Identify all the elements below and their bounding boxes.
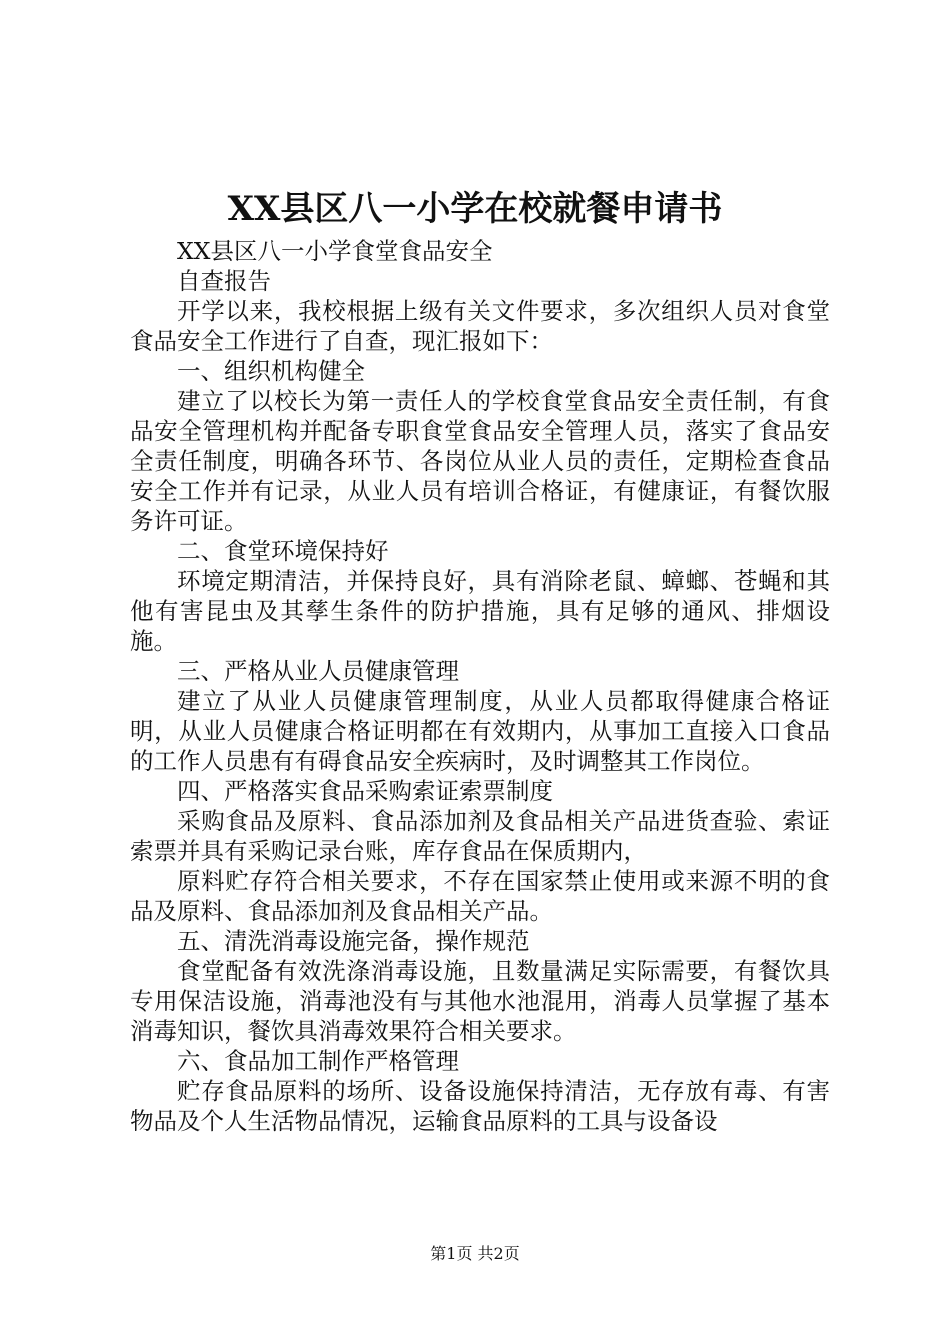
paragraph: 原料贮存符合相关要求，不存在国家禁止使用或来源不明的食品及原料、食品添加剂及食品相关产品。 — [130, 867, 830, 925]
paragraph: 采购食品及原料、食品添加剂及食品相关产品进货查验、索证索票并具有采购记录台账，库存食品在保质期内， — [130, 807, 830, 865]
section-heading: 五、清洗消毒设施完备，操作规范 — [177, 927, 530, 955]
document-body — [130, 236, 830, 1136]
paragraph: 开学以来，我校根据上级有关文件要求，多次组织人员对食堂食品安全工作进行了自查，现汇报如下： — [130, 297, 830, 355]
paragraph: 食堂配备有效洗涤消毒设施，且数量满足实际需要，有餐饮具专用保洁设施，消毒池没有与其他水池混用，消毒人员掌握了基本消毒知识，餐饮具消毒效果符合相关要求。 — [130, 957, 830, 1045]
paragraph: 贮存食品原料的场所、设备设施保持清洁，无存放有毒、有害物品及个人生活物品情况，运输食品原料的工具与设备设 — [130, 1077, 830, 1135]
section-heading: 一、组织机构健全 — [177, 357, 365, 385]
paragraph: 建立了以校长为第一责任人的学校食堂食品安全责任制，有食品安全管理机构并配备专职食堂食品安全管理人员，落实了食品安全责任制度，明确各环节、各岗位从业人员的责任，定期检查食品安全工作并有记录，从业人员有培训合格证，有健康证，有餐饮服务许可证。 — [130, 387, 830, 535]
section-heading: 六、食品加工制作严格管理 — [177, 1047, 459, 1075]
paragraph: 建立了从业人员健康管理制度，从业人员都取得健康合格证明，从业人员健康合格证明都在有效期内，从事加工直接入口食品的工作人员患有有碍食品安全疾病时，及时调整其工作岗位。 — [130, 687, 830, 775]
paragraph: 自查报告 — [177, 267, 271, 295]
page-number-footer: 第1页 共2页 — [430, 1244, 520, 1263]
document-title: XX县区八一小学在校就餐申请书 — [227, 189, 723, 229]
section-heading: 四、严格落实食品采购索证索票制度 — [177, 777, 553, 805]
paragraph: 环境定期清洁，并保持良好，具有消除老鼠、蟑螂、苍蝇和其他有害昆虫及其孳生条件的防护措施，具有足够的通风、排烟设施。 — [130, 567, 830, 655]
paragraph: XX县区八一小学食堂食品安全 — [177, 237, 493, 265]
section-heading: 三、严格从业人员健康管理 — [177, 657, 459, 685]
section-heading: 二、食堂环境保持好 — [177, 537, 389, 565]
